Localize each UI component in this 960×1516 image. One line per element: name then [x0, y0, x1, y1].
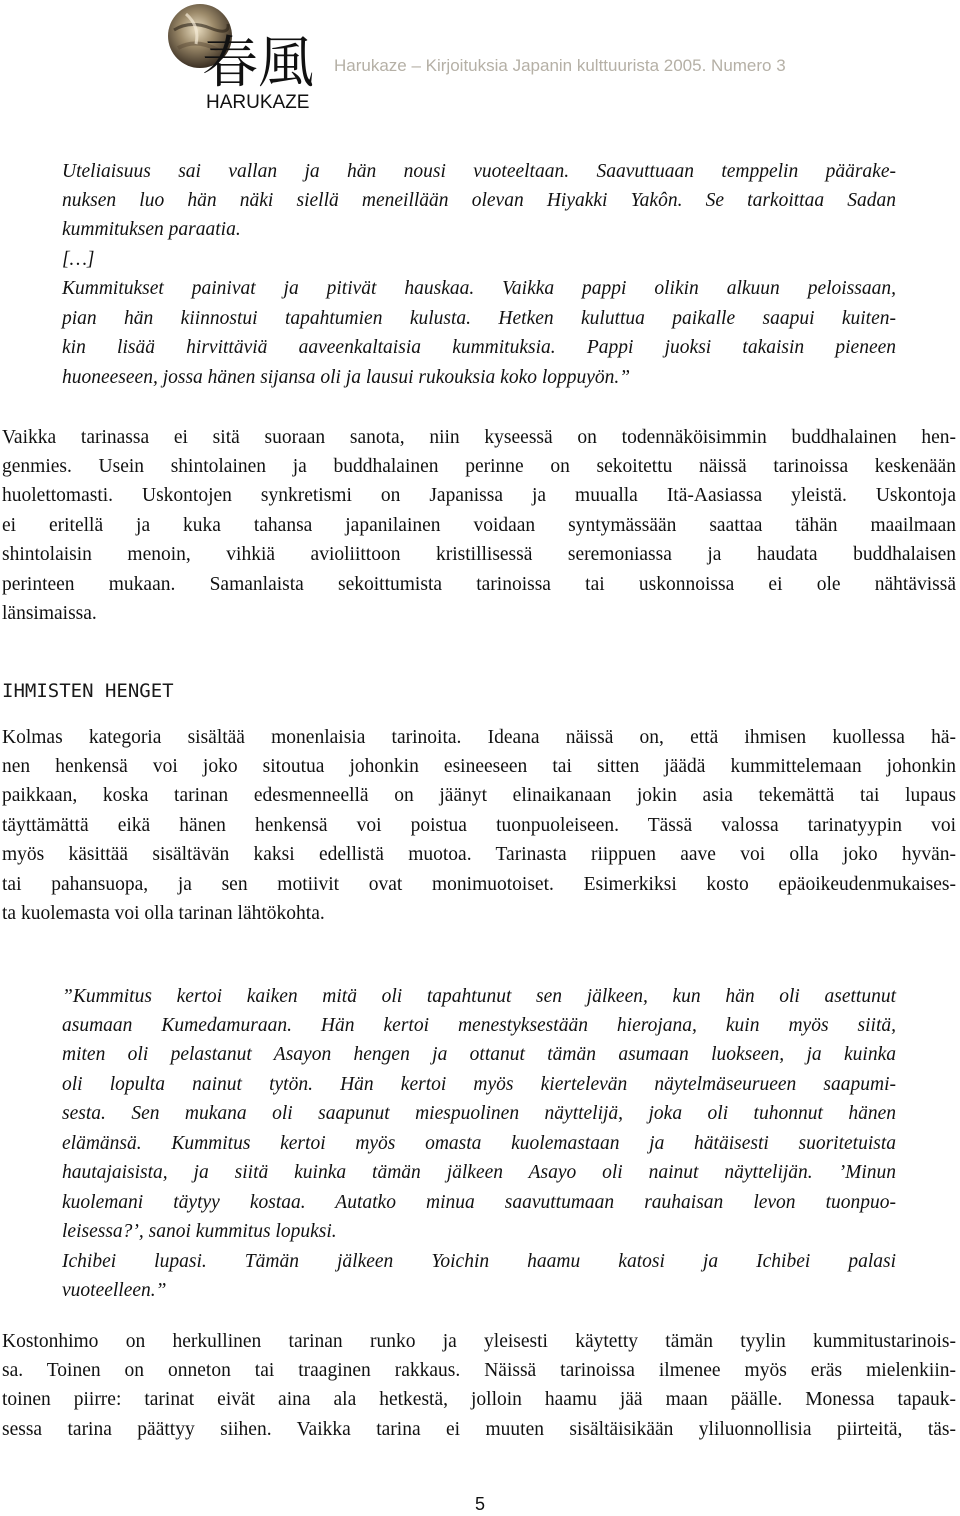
text-line: miten oli pelastanut Asayon hengen ja ottanut tämän asumaan luokseen, ja kuinka [62, 1044, 896, 1065]
text-line: asumaan Kumedamuraan. Hän kertoi menestyksestään hierojana, kuin myös siitä, [62, 1015, 896, 1036]
text-line: oli lopulta nainut tytön. Hän kertoi myös kiertelevän näytelmäseurueen saapumi- [62, 1074, 896, 1095]
text-line: genmies. Usein shintolainen ja buddhalainen perinne on sekoitettu näissä tarinoissa keskenään [2, 456, 956, 477]
text-line: kummituksen paraatia. [62, 219, 241, 240]
text-line: hautajaisista, ja siitä kuinka tämän jälkeen Asayo oli nainut näyttelijän. ’Minun [62, 1162, 896, 1183]
text-line: vuoteelleen.” [62, 1280, 167, 1301]
text-line: ta kuolemasta voi olla tarinan lähtökohta. [2, 903, 325, 924]
svg-text:春風: 春風 [202, 31, 314, 96]
text-line: ”Kummitus kertoi kaiken mitä oli tapahtunut sen jälkeen, kun hän oli asettunut [62, 986, 896, 1007]
text-line: sessa tarina päättyy siihen. Vaikka tarina ei muuten sisältäisikään yliluonnollisia piirteitä, täs- [2, 1419, 956, 1440]
header-title: Harukaze – Kirjoituksia Japanin kulttuurista 2005. Numero 3 [334, 56, 786, 75]
text-line: huolettomasti. Uskontojen synkretismi on Japanissa ja muualla Itä-Aasiassa yleistä. Uskontoja [2, 485, 956, 506]
text-line: pian hän kiinnostui tapahtumien kulusta. Hetken kuluttua paikalle saapui kuiten- [62, 308, 896, 329]
text-line: Vaikka tarinassa ei sitä suoraan sanota, niin kyseessä on todennäköisimmin buddhalainen hen- [2, 427, 956, 448]
text-line: shintolaisin menoin, vihkiä avioliittoon kristillisessä seremoniassa ja haudata buddhalaisen [2, 544, 956, 565]
text-line: sesta. Sen mukana oli saapunut miespuolinen näyttelijä, joka oli tuhonnut hänen [62, 1103, 896, 1124]
text-line: Kolmas kategoria sisältää monenlaisia tarinoita. Ideana näissä on, että ihmisen kuollessa hä- [2, 727, 956, 748]
text-line: huoneeseen, jossa hänen sijansa oli ja lausui rukouksia koko loppuyön.” [62, 367, 631, 388]
page-number: 5 [474, 1494, 485, 1514]
text-line: nuksen luo hän näki siellä meneillään olevan Hiyakki Yakôn. Se tarkoittaa Sadan [62, 190, 896, 211]
text-line: toinen piirre: tarinat eivät aina ala hetkestä, jolloin haamu jää maan päälle. Monessa tapauk- [2, 1389, 956, 1410]
text-line: länsimaissa. [2, 603, 97, 624]
text-line: tai pahansuopa, ja sen motiivit ovat monimuotoiset. Esimerkiksi kosto epäoikeudenmukaises- [2, 874, 956, 895]
text-line: ei eritellä ja kuka tahansa japanilainen voidaan syntymässään saattaa tähän maailmaan [2, 515, 956, 536]
logo-graphic [160, 0, 320, 118]
text-line: sa. Toinen on onneton tai traaginen rakkaus. Näissä tarinoissa ilmenee myös eräs mielenkiin- [2, 1360, 956, 1381]
text-line: Kummitukset painivat ja pitivät hauskaa. Vaikka pappi olikin alkuun peloissaan, [62, 278, 896, 299]
svg-text:HARUKAZE: HARUKAZE [206, 92, 310, 113]
text-line: perinteen mukaan. Samanlaista sekoittumista tarinoissa tai uskonnoissa ei ole nähtävissä [2, 574, 956, 595]
text-line: paikkaan, koska tarinan edesmenneellä on jäänyt elinaikanaan jokin asia tekemättä tai lupaus [2, 785, 956, 806]
section-heading: IHMISTEN HENGET [2, 680, 174, 702]
text-line: elämänsä. Kummitus kertoi myös omasta kuolemastaan ja hätäisesti suoritetuista [62, 1133, 896, 1154]
text-line: myös käsittää sisältävän kaksi edellistä muotoa. Tarinasta riippuen aave voi olla joko hyvän- [2, 844, 956, 865]
text-line: leisessa?’, sanoi kummitus lopuksi. [62, 1221, 337, 1242]
text-line: Kostonhimo on herkullinen tarinan runko ja yleisesti käytetty tämän tyylin kummitustarinois- [2, 1331, 956, 1352]
text-line: kin lisää hirvittäviä aaveenkaltaisia kummituksia. Pappi juoksi takaisin pieneen [62, 337, 896, 358]
harukaze-logo [160, 0, 320, 118]
page-header [160, 0, 950, 118]
text-line: Ichibei lupasi. Tämän jälkeen Yoichin haamu katosi ja Ichibei palasi [62, 1251, 896, 1272]
text-line: täyttämättä eikä hänen henkensä voi poistua tuonpuoleiseen. Tässä valossa tarinatyypin voi [2, 815, 956, 836]
text-line: kuolemani täytyy kostaa. Autatko minua saavuttumaan rauhaisan levon tuonpuo- [62, 1192, 896, 1213]
text-line: Uteliaisuus sai vallan ja hän nousi vuoteeltaan. Saavuttuaan temppelin päärake- [62, 161, 896, 182]
text-line: nen henkensä voi joko sitoutua johonkin esineeseen tai sitten jäädä kummittelemaan johonkin [2, 756, 956, 777]
text-line: […] [62, 249, 95, 270]
